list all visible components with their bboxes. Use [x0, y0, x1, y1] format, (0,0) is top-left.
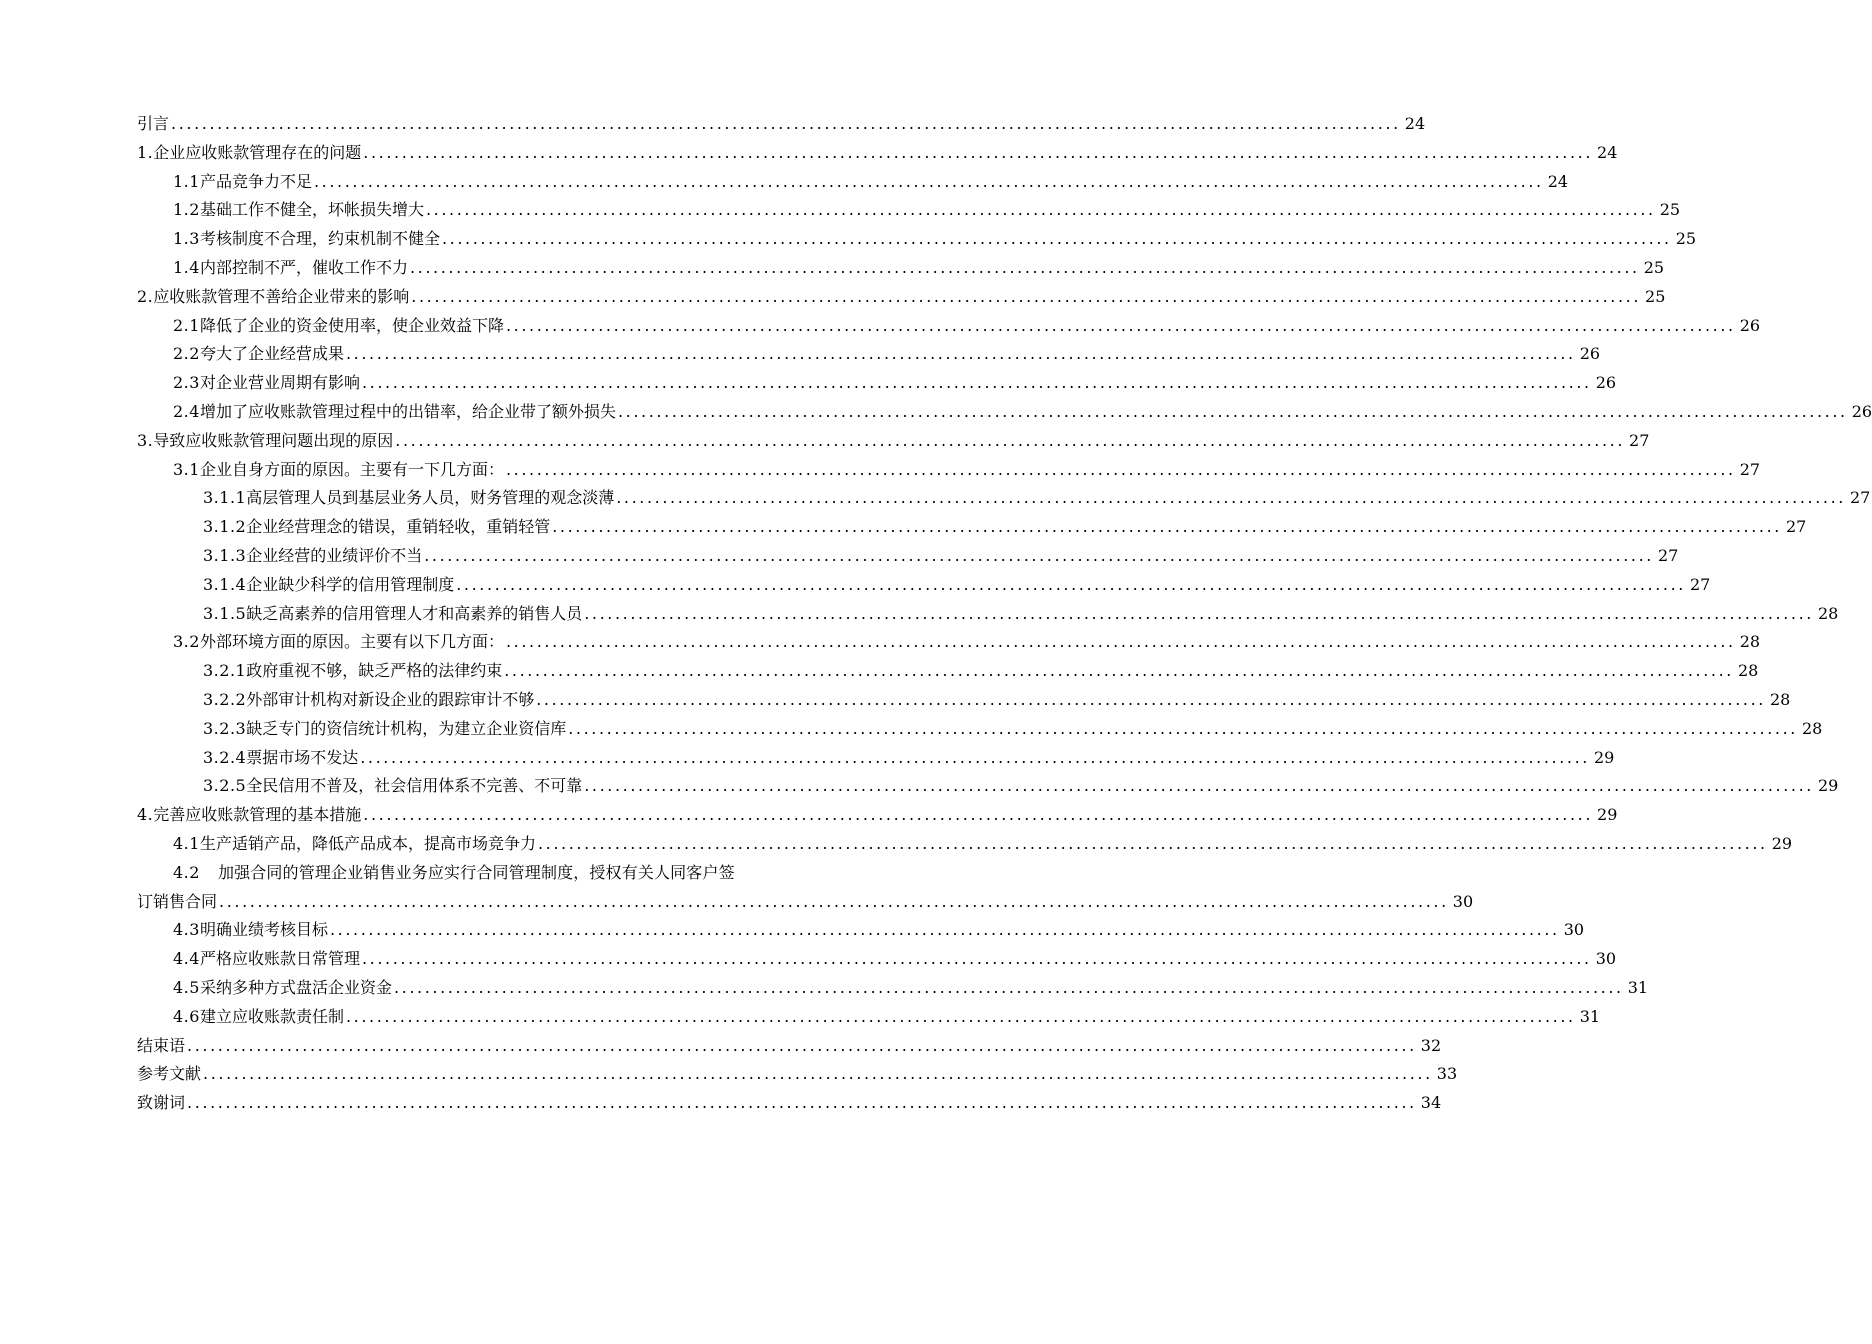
toc-entry-title: 外部环境方面的原因。主要有以下几方面：	[199, 632, 504, 652]
toc-leader-dots	[616, 484, 1846, 513]
toc-entry-number: 3.2.1	[203, 661, 247, 681]
toc-leader-dots	[360, 744, 1590, 773]
toc-leader-dots	[203, 1060, 1433, 1089]
toc-entry-page: 27	[1689, 574, 1711, 594]
toc-entry[interactable]	[137, 254, 1665, 283]
toc-leader-dots	[424, 542, 1654, 571]
toc-leader-dots	[411, 283, 1641, 312]
toc-entry-number: 4.	[137, 805, 154, 825]
toc-entry-page: 24	[1404, 114, 1426, 133]
toc-entry-title: 缺乏专门的资信统计机构，为建立企业资信库	[246, 718, 567, 738]
toc-entry-page: 26	[1851, 401, 1872, 421]
toc-entry-page: 32	[1420, 1035, 1442, 1055]
toc-entry[interactable]	[137, 772, 1839, 801]
toc-entry-title: 考核制度不合理，约束机制不健全	[199, 229, 440, 249]
toc-leader-dots	[584, 772, 1814, 801]
toc-entry-number: 4.4	[173, 949, 200, 969]
toc-entry-number: 2.1	[173, 315, 200, 335]
toc-entry-number: 1.2	[173, 200, 200, 220]
toc-entry[interactable]	[137, 456, 1761, 485]
toc-entry-title: 票据市场不发达	[246, 747, 359, 767]
toc-entry-title: 应收账款管理不善给企业带来的影响	[153, 286, 410, 306]
toc-entry-title: 完善应收账款管理的基本措施	[153, 805, 362, 825]
toc-entry[interactable]	[137, 715, 1823, 744]
toc-entry[interactable]	[137, 830, 1793, 859]
toc-entry-page: 27	[1785, 517, 1807, 537]
toc-entry-page: 28	[1739, 632, 1761, 652]
toc-entry[interactable]	[137, 427, 1650, 456]
toc-leader-dots	[394, 974, 1624, 1003]
toc-entry-number: 1.4	[173, 257, 200, 277]
toc-entry-page: 30	[1452, 891, 1474, 911]
toc-entry[interactable]	[137, 312, 1761, 341]
toc-leader-dots	[314, 168, 1544, 197]
toc-entry-page: 30	[1563, 920, 1585, 940]
toc-entry[interactable]	[137, 110, 1426, 139]
toc-entry-number: 3.2	[173, 632, 200, 652]
toc-entry-page: 28	[1769, 689, 1791, 709]
toc-leader-dots	[506, 456, 1736, 485]
toc-leader-dots	[456, 571, 1686, 600]
toc-entry-number: 2.4	[173, 401, 200, 421]
toc-entry-page: 27	[1849, 488, 1871, 508]
toc-entry-title: 外部审计机构对新设企业的跟踪审计不够	[246, 689, 535, 709]
toc-entry-number: 3.2.3	[203, 718, 247, 738]
toc-leader-dots	[552, 513, 1782, 542]
toc-entry-page: 27	[1657, 545, 1679, 565]
toc-leader-dots	[506, 628, 1736, 657]
toc-leader-dots	[187, 1089, 1417, 1118]
toc-leader-dots	[171, 110, 1401, 139]
toc-entry-page: 27	[1629, 430, 1650, 450]
toc-entry-number: 2.2	[173, 344, 200, 364]
toc-leader-dots	[187, 1032, 1417, 1061]
toc-leader-dots	[395, 427, 1625, 456]
toc-entry[interactable]	[137, 542, 1679, 571]
toc-leader-dots	[362, 369, 1592, 398]
toc-entry[interactable]	[137, 398, 1872, 427]
toc-entry-title: 缺乏高素养的信用管理人才和高素养的销售人员	[246, 603, 583, 623]
toc-entry-title: 政府重视不够，缺乏严格的法律约束	[246, 661, 503, 681]
toc-entry-number: 3.2.4	[203, 747, 247, 767]
toc-entry-page: 30	[1595, 949, 1617, 969]
toc-leader-dots	[363, 139, 1593, 168]
toc-entry-title: 结束语	[137, 1035, 186, 1055]
toc-entry-title: 采纳多种方式盘活企业资金	[199, 977, 392, 997]
toc-entry[interactable]	[137, 600, 1839, 629]
toc-entry-title: 参考文献	[137, 1064, 202, 1084]
toc-entry[interactable]	[137, 168, 1569, 197]
toc-entry-page: 29	[1597, 805, 1618, 825]
toc-entry[interactable]	[137, 340, 1601, 369]
toc-entry[interactable]	[137, 225, 1697, 254]
toc-leader-dots	[330, 916, 1560, 945]
toc-entry-title: 明确业绩考核目标	[199, 920, 328, 940]
toc-leader-dots	[538, 830, 1768, 859]
toc-entry-wrapped[interactable]	[137, 859, 1474, 917]
toc-entry[interactable]	[137, 1032, 1442, 1061]
toc-entry[interactable]	[137, 628, 1761, 657]
toc-leader-dots	[426, 196, 1656, 225]
toc-entry-title: 企业应收账款管理存在的问题	[153, 142, 362, 162]
toc-entry-number: 3.2.5	[203, 776, 247, 796]
toc-entry-page: 33	[1436, 1064, 1458, 1084]
toc-leader-dots	[363, 801, 1593, 830]
toc-entry[interactable]	[137, 686, 1791, 715]
toc-entry[interactable]	[137, 139, 1618, 168]
toc-entry-second-line	[137, 888, 1474, 917]
toc-entry-number: 3.1.3	[203, 545, 247, 565]
toc-leader-dots	[536, 686, 1766, 715]
toc-entry-number: 1.3	[173, 229, 200, 249]
toc-entry-number: 4.6	[173, 1006, 200, 1026]
toc-entry[interactable]	[137, 945, 1617, 974]
toc-entry-page: 25	[1645, 286, 1666, 306]
toc-entry-number: 3.1	[173, 459, 200, 479]
toc-entry-title: 全民信用不普及，社会信用体系不完善、不可靠	[246, 776, 583, 796]
toc-entry-page: 28	[1817, 603, 1839, 623]
toc-entry-title: 严格应收账款日常管理	[199, 949, 360, 969]
toc-entry-number: 4.5	[173, 977, 200, 997]
toc-entry[interactable]	[137, 196, 1681, 225]
toc-leader-dots	[584, 600, 1814, 629]
toc-leader-dots	[504, 657, 1734, 686]
toc-entry-number: 2.3	[173, 373, 200, 393]
toc-entry[interactable]	[137, 1089, 1442, 1118]
toc-entry-page: 26	[1595, 373, 1617, 393]
toc-entry-title: 企业自身方面的原因。主要有一下几方面：	[199, 459, 504, 479]
toc-leader-dots	[442, 225, 1672, 254]
toc-entry-page: 28	[1737, 661, 1759, 681]
toc-entry-number: 3.1.1	[203, 488, 247, 508]
toc-entry-page: 28	[1801, 718, 1823, 738]
toc-entry-page: 25	[1643, 257, 1665, 277]
toc-entry[interactable]	[137, 1003, 1601, 1032]
toc-entry-number: 3.	[137, 430, 154, 450]
toc-entry-number: 1.	[137, 142, 154, 162]
toc-entry-number: 3.2.2	[203, 689, 247, 709]
toc-entry-page: 29	[1817, 776, 1839, 796]
toc-entry-page: 26	[1739, 315, 1761, 335]
toc-entry-page: 24	[1597, 142, 1618, 162]
toc-entry-title: 企业缺少科学的信用管理制度	[246, 574, 455, 594]
toc-entry[interactable]	[137, 484, 1871, 513]
toc-entry-page: 31	[1579, 1006, 1601, 1026]
toc-entry-number: 2.	[137, 286, 154, 306]
toc-entry-title: 建立应收账款责任制	[199, 1006, 344, 1026]
toc-entry-title: 高层管理人员到基层业务人员，财务管理的观念淡薄	[246, 488, 615, 508]
toc-entry-title: 夸大了企业经营成果	[199, 344, 344, 364]
toc-entry-title: 增加了应收账款管理过程中的出错率，给企业带了额外损失	[199, 401, 616, 421]
toc-entry-title: 致谢词	[137, 1093, 186, 1113]
toc-entry-page: 26	[1579, 344, 1601, 364]
toc-entry-title: 加强合同的管理企业销售业务应实行合同管理制度，授权有关人同客户签	[217, 862, 735, 882]
toc-entry-number: 1.1	[173, 171, 200, 191]
toc-entry-page: 25	[1659, 200, 1681, 220]
toc-entry-page: 34	[1420, 1093, 1442, 1113]
toc-entry-number: 4.2	[173, 862, 200, 882]
toc-leader-dots	[346, 340, 1576, 369]
toc-entry-title: 产品竞争力不足	[199, 171, 312, 191]
toc-entry[interactable]	[137, 657, 1759, 686]
toc-leader-dots	[506, 312, 1736, 341]
toc-entry[interactable]	[137, 974, 1649, 1003]
toc-entry-page: 29	[1771, 833, 1793, 853]
toc-entry-page: 27	[1739, 459, 1761, 479]
toc-entry[interactable]	[137, 369, 1617, 398]
toc-entry-number: 3.1.4	[203, 574, 247, 594]
toc-leader-dots	[362, 945, 1592, 974]
toc-entry-title: 基础工作不健全，坏帐损失增大	[199, 200, 424, 220]
toc-entry-title: 企业经营理念的错误，重销轻收，重销轻管	[246, 517, 551, 537]
toc-entry-title: 引言	[137, 114, 170, 133]
toc-entry[interactable]	[137, 916, 1585, 945]
toc-entry[interactable]	[137, 744, 1615, 773]
table-of-contents	[137, 110, 1872, 1118]
toc-leader-dots	[568, 715, 1798, 744]
toc-entry[interactable]	[137, 283, 1666, 312]
toc-leader-dots	[618, 398, 1848, 427]
toc-entry-number: 3.1.2	[203, 517, 247, 537]
toc-entry-page: 31	[1627, 977, 1649, 997]
toc-entry-page: 25	[1675, 229, 1697, 249]
toc-entry-number: 4.3	[173, 920, 200, 940]
toc-leader-dots	[219, 888, 1449, 917]
toc-entry-page: 29	[1593, 747, 1615, 767]
toc-entry-title: 企业经营的业绩评价不当	[246, 545, 423, 565]
toc-entry-title-continued: 订销售合同	[137, 891, 218, 911]
toc-entry-title: 内部控制不严，催收工作不力	[199, 257, 408, 277]
toc-entry-title: 对企业营业周期有影响	[199, 373, 360, 393]
toc-entry-number: 3.1.5	[203, 603, 247, 623]
toc-entry-title: 生产适销产品，降低产品成本，提高市场竞争力	[199, 833, 536, 853]
toc-entry-title: 导致应收账款管理问题出现的原因	[153, 430, 394, 450]
toc-entry[interactable]	[137, 571, 1711, 600]
toc-entry-number: 4.1	[173, 833, 200, 853]
toc-leader-dots	[410, 254, 1640, 283]
toc-entry-title: 降低了企业的资金使用率，使企业效益下降	[199, 315, 504, 335]
toc-entry[interactable]	[137, 801, 1618, 830]
toc-entry-page: 24	[1547, 171, 1569, 191]
toc-entry[interactable]	[137, 513, 1807, 542]
toc-leader-dots	[346, 1003, 1576, 1032]
toc-entry-first-line	[137, 859, 837, 888]
toc-entry[interactable]	[137, 1060, 1458, 1089]
